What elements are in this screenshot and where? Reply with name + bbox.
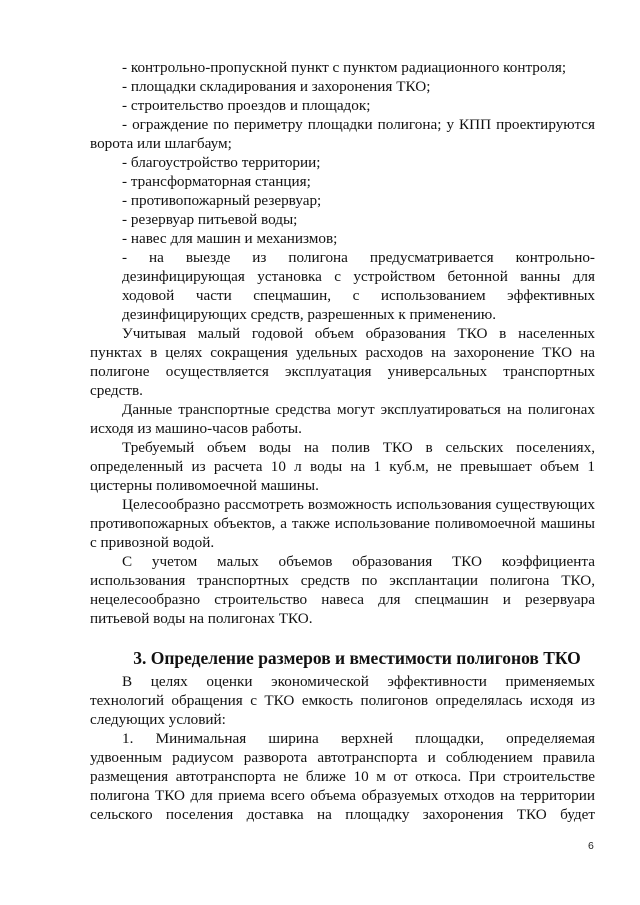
text-line: полигона ТКО для приема всего объема образуемых отходов на территории <box>90 787 595 804</box>
text-line: дезинфицирующая установка с устройством бетонной ванны для <box>122 268 595 285</box>
text-line: удвоенным радиусом разворота автотранспорта и соблюдением правила <box>90 749 595 766</box>
text-line: Учитывая малый годовой объем образования ТКО в населенных <box>122 325 595 342</box>
text-line: - строительство проездов и площадок; <box>122 97 371 114</box>
text-line: размещения автотранспорта не ближе 10 м от откоса. При строительстве <box>90 768 595 785</box>
body-text-bottom <box>90 672 597 824</box>
text-line: питьевой воды на полигонах ТКО. <box>90 610 313 627</box>
text-line: ходовой части спецмашин, с использованием эффективных <box>122 287 595 304</box>
text-line: Целесообразно рассмотреть возможность использования существующих <box>122 496 595 513</box>
text-line: с привозной водой. <box>90 534 215 551</box>
text-line: Данные транспортные средства могут эксплуатироваться на полигонах <box>122 401 595 418</box>
text-line: сельского поселения доставка на площадку захоронения ТКО будет <box>90 806 595 823</box>
text-line: - площадки складирования и захоронения ТКО; <box>122 78 431 95</box>
text-line: С учетом малых объемов образования ТКО коэффициента <box>122 553 595 570</box>
text-line: следующих условий: <box>90 711 226 728</box>
text-line: - трансформаторная станция; <box>122 173 311 190</box>
text-line: полигоне осуществляется эксплуатация универсальных транспортных <box>90 363 595 380</box>
text-line: исходя из машино-часов работы. <box>90 420 302 437</box>
text-line: - благоустройство территории; <box>122 154 321 171</box>
text-line: цистерны поливомоечной машины. <box>90 477 319 494</box>
text-line: средств. <box>90 382 143 399</box>
section-heading: 3. Определение размеров и вместимости полигонов ТКО <box>133 648 581 668</box>
text-line: - противопожарный резервуар; <box>122 192 322 209</box>
text-line: Требуемый объем воды на полив ТКО в сельских поселениях, <box>122 439 595 456</box>
text-line: - резервуар питьевой воды; <box>122 211 298 228</box>
text-line: дезинфицирующих средств, разрешенных к применению. <box>122 306 497 323</box>
body-text-top <box>90 58 597 628</box>
text-line: противопожарных объектов, а также использование поливомоечной машины <box>90 515 595 532</box>
text-line: - навес для машин и механизмов; <box>122 230 338 247</box>
text-line: ворота или шлагбаум; <box>90 135 232 152</box>
document-page <box>90 58 597 824</box>
text-line: пунктах в целях сокращения удельных расходов на захоронение ТКО на <box>90 344 595 361</box>
text-line: использования транспортных средств по эксплантации полигона ТКО, <box>90 572 595 589</box>
text-line: - на выезде из полигона предусматривается контрольно- <box>122 249 595 266</box>
text-line: технологий обращения с ТКО емкость полигонов определялась исходя из <box>90 692 595 709</box>
text-line: В целях оценки экономической эффективности применяемых <box>122 673 595 690</box>
text-line: нецелесообразно строительство навеса для спецмашин и резервуара <box>90 591 595 608</box>
text-line: - контрольно-пропускной пункт с пунктом радиационного контроля; <box>122 59 567 76</box>
page-number: 6 <box>588 840 594 852</box>
text-line: определенный из расчета 10 л воды на 1 куб.м, не превышает объем 1 <box>90 458 595 475</box>
text-line: - ограждение по периметру площадки полигона; у КПП проектируются <box>122 116 595 133</box>
text-line: 1. Минимальная ширина верхней площадки, определяемая <box>122 730 595 747</box>
